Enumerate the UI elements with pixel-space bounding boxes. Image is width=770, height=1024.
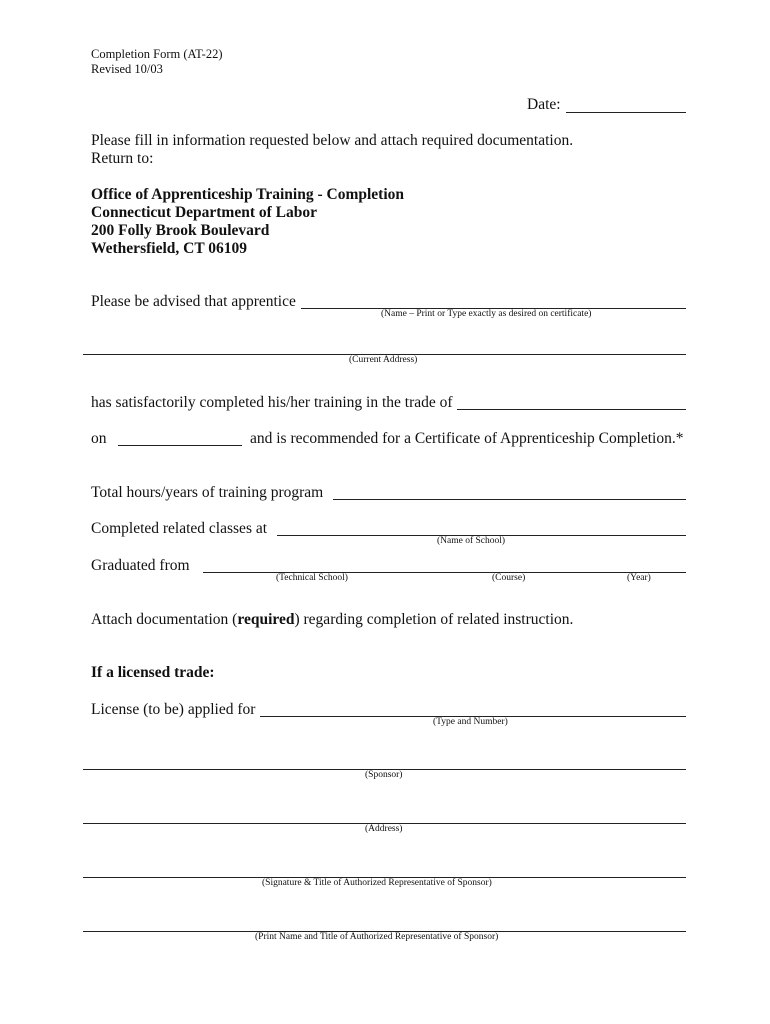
address-line-2: Connecticut Department of Labor <box>91 204 318 221</box>
classes-label: Completed related classes at <box>91 520 268 537</box>
trade-label: has satisfactorily completed his/her training in the trade of <box>91 394 453 411</box>
school-caption: (Name of School) <box>437 536 506 546</box>
sponsor-address-caption: (Address) <box>365 824 403 834</box>
form-name: Completion Form (AT-22) <box>91 47 223 61</box>
apprentice-name-caption: (Name – Print or Type exactly as desired on certificate) <box>381 309 592 319</box>
current-address-caption: (Current Address) <box>349 355 418 365</box>
license-label: License (to be) applied for <box>91 701 256 718</box>
address-line-3: 200 Folly Brook Boulevard <box>91 222 270 239</box>
instructions-text: Please fill in information requested below and attach required documentation. <box>91 132 574 149</box>
hours-label: Total hours/years of training program <box>91 484 324 501</box>
on-label: on <box>91 430 107 447</box>
revised-date: Revised 10/03 <box>91 62 163 76</box>
graduated-label: Graduated from <box>91 557 190 574</box>
course-caption: (Course) <box>492 573 526 583</box>
address-line-4: Wethersfield, CT 06109 <box>91 240 247 257</box>
required-emphasis: required <box>237 611 295 628</box>
completion-date-field[interactable] <box>118 445 242 446</box>
hours-field[interactable] <box>333 499 686 500</box>
signature-caption: (Signature & Title of Authorized Representative of Sponsor) <box>262 878 492 888</box>
sponsor-caption: (Sponsor) <box>365 770 403 780</box>
apprentice-label: Please be advised that apprentice <box>91 293 296 310</box>
recommended-text: and is recommended for a Certificate of Apprenticeship Completion.* <box>250 430 684 447</box>
date-field[interactable] <box>566 112 686 113</box>
year-caption: (Year) <box>627 573 651 583</box>
attach-documentation-text: Attach documentation (required) regarding completion of related instruction. <box>91 611 574 628</box>
return-to-text: Return to: <box>91 150 154 167</box>
technical-school-caption: (Technical School) <box>276 573 348 583</box>
date-label: Date: <box>527 96 561 113</box>
print-name-caption: (Print Name and Title of Authorized Representative of Sponsor) <box>255 932 499 942</box>
licensed-trade-heading: If a licensed trade: <box>91 664 215 681</box>
license-type-caption: (Type and Number) <box>433 717 508 727</box>
address-line-1: Office of Apprenticeship Training - Completion <box>91 186 405 203</box>
trade-field[interactable] <box>457 409 686 410</box>
